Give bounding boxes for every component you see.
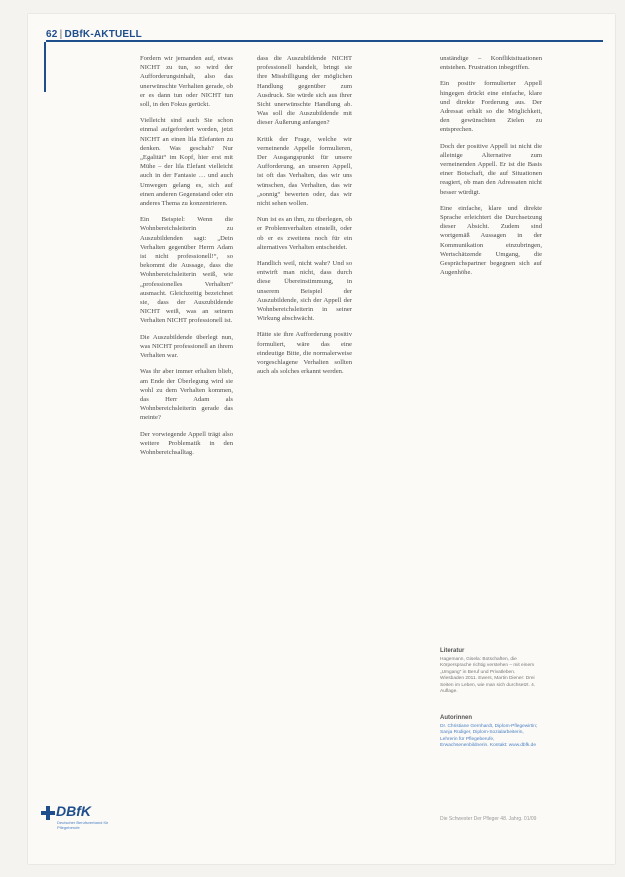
text-column-1 (140, 54, 233, 464)
paragraph: Doch der positive Appell ist nicht die alleinige Alternative zum verneinenden Appell. Er ist die Basis einer Botschaft, die auf Situationen reagiert, ob man den Adressaten nicht besser würdigt. (440, 142, 542, 196)
paragraph: unständige – Konfliktsituationen entstehen. Frustration inbegriffen. (440, 55, 542, 72)
paragraph: Hätte sie ihre Aufforderung positiv formuliert, wäre das eine eindeutige Bitte, die normalerweise vorgeschlagene Verhalten sollten auch als solches erkannt werden. (257, 331, 352, 376)
paragraph: Handlich weil, nicht wahr? Und so entwirft man nicht, dass durch diese Übereinstimmung, in unserem Beispiel der Auszubildende, sich der Appell der Wohnbereichsleiterin in seiner Wirkung abschwächt. (257, 260, 352, 323)
authors-box (440, 715, 540, 750)
text-column-3 (440, 54, 542, 284)
dbfk-logo (40, 803, 130, 837)
paragraph: dass die Auszubildende NICHT professionell handelt, bringt sie ihre Missbilligung der möglichen Handlung gegenüber zum Ausdruck. Sie würde sich aus ihrer Sicht unerwünschte Handlung ab. Was soll die Auszubildende mit dieser Äußerung anfangen? (257, 55, 352, 127)
literature-heading: Literatur (440, 648, 465, 654)
logo-subtitle: Deutscher Berufsverband für Pflegeberufe (57, 820, 109, 830)
paragraph: Kritik der Frage, welche wir verneinende Appelle formulieren, Der Ausgangspunkt für unsere Aufforderung, an unseren Appell, ist oft das Verhalten, das wir uns wünschen, das Verhalten, das wir „sonnig“ bewerten oder, das wir nicht sehen wollen. (257, 135, 352, 208)
authors-text: Dr. Christiane Gernhardt, Diplom-Pflegewirtin; Sanja Rüdiger, Diplom-Sozialarbeiterin, Lehrerin für Pflegeberufe, Erwachsenenbildnerin. Kontakt: www.dbfk.de (440, 724, 538, 749)
text-column-2 (257, 54, 352, 384)
paragraph: Eine einfache, klare und direkte Sprache erleichtert die Durchsetzung dieser Absicht. Zudem sind wortgemäß Aussagen in der Kommunikation einzubringen, Wertschätzende Umgang, die Gesprächspartner begegnen sich auf Augenhöhe. (440, 204, 542, 277)
page-header: 62 | DBfK-AKTUELL (46, 29, 142, 40)
cross-icon (40, 805, 56, 821)
paragraph: Fordern wir jemanden auf, etwas NICHT zu tun, so wird der Aufforderungsinhalt, also das unerwünschte Verhalten gerade, ob er es dann tun oder NICHT tun soll, in den Fokus gerückt. (140, 55, 233, 109)
paragraph: Die Auszubildende überlegt nun, was NICHT professionell an ihrem Verhalten war. (140, 333, 233, 360)
section-title: DBfK-AKTUELL (64, 29, 142, 40)
paragraph: Nun ist es an ihm, zu überlegen, ob er Problemverhalten einstellt, oder ob er es zweitens noch für ein alternatives Verhalten entscheidet. (257, 216, 352, 251)
logo-mark: DBfK (56, 803, 91, 819)
literature-text: Hagemann, Gisela: Botschaften, die Körpersprache richtig verstehen – mit einem „Umgang“ in Beruf und Privatleben. Wiesbaden 2011. Ewers, Martin Diener: Drei Seiten im Leben, wie man sich durchsetzt. 4. Auflage. (440, 657, 536, 695)
page-footer: Die Schwester Der Pfleger 48. Jahrg. 01/09 (440, 816, 537, 822)
authors-heading: Autorinnen (440, 715, 472, 721)
header-rule (46, 40, 603, 42)
page-number: 62 (46, 29, 58, 40)
paragraph: Ein positiv formulierter Appell hingegen drückt eine einfache, klare und direkte Forderung aus. Der Adressat erhält so die Möglichkeit, den gewünschten Zielen zu entsprechen. (440, 80, 542, 134)
paragraph: Vielleicht sind auch Sie schon einmal aufgefordert worden, jetzt NICHT an einen lila Elefanten zu denken. Was geschah? Nur „Egalität“ im Kopf, hier erst mit Mühe – der lila Elefant vielleicht auch in der Fantasie … und auch Umwegen gelang es, sich auf einen anderen Gegenstand oder ein anderes Thema zu konzentrieren. (140, 117, 233, 208)
paragraph: Was ihr aber immer erhalten blieb, am Ende der Überlegung wird sie wohl zu dem Verhalten kommen, das Herr Adam als Wohnbereichsleiterin gerade das meinte? (140, 368, 233, 422)
literature-box (440, 648, 540, 695)
section-marker-bar (44, 42, 46, 92)
paragraph: Der vorwiegende Appell trägt also weitere Problematik in den Wohnbereichsalltag. (140, 430, 233, 456)
paragraph: Ein Beispiel: Wenn die Wohnbereichsleiterin zu Auszubildenden sagt: „Dein Verhalten gegenüber Herrn Adam ist nicht professionell!“, so bekommt die Aussage, dass die Wohnbereichsleiterin weiß, wie „professionelles Verhalten“ ausmacht. Gleichzeitig bezeichnet sie, dass der Auszubildende NICHT weiß, was an seinem Verhalten NICHT professionell ist. (140, 216, 233, 325)
